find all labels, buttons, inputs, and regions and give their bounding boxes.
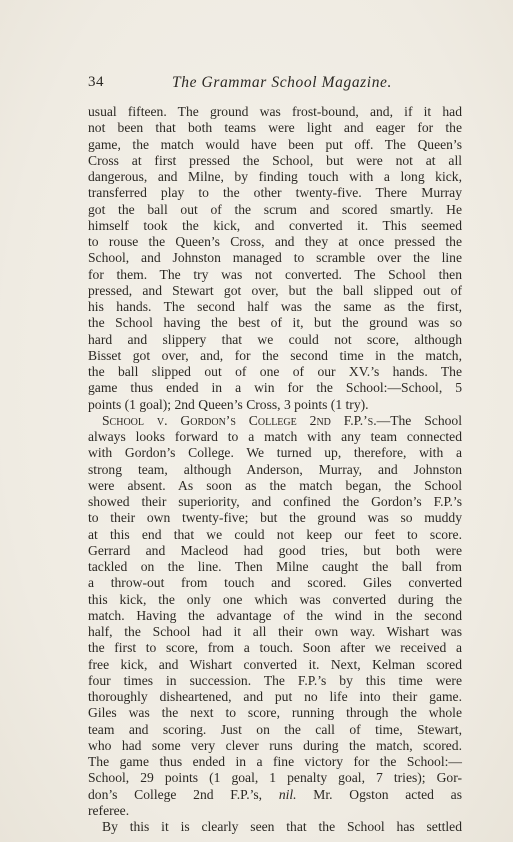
text-line: School, and Johnston managed to scramble over the line xyxy=(88,250,462,266)
text-line: By this it is clearly seen that the School has settled xyxy=(102,819,462,834)
text-line: his hands. The second half was the same as the first, xyxy=(88,299,462,314)
text-line: usual fifteen. The ground was frost-bound, and, if it had xyxy=(88,104,462,119)
text-line xyxy=(88,413,462,429)
text-line: the ball slipped out of one of our XV.’s hands. The xyxy=(88,364,462,379)
text-line xyxy=(88,787,462,803)
text-line: this kick, the only one which was converted during the xyxy=(88,591,462,607)
text-line: always looks forward to a match with any team connected xyxy=(88,429,462,444)
text-line: at this end that we could not keep our feet to score. xyxy=(88,526,462,542)
page-header xyxy=(88,74,463,94)
text-line: The game thus ended in a fine victory for the School:— xyxy=(88,754,462,769)
text-line: dangerous, and Milne, by finding touch with a long kick, xyxy=(88,169,462,184)
text-line: referee. xyxy=(88,802,130,818)
text-line: hard and slippery that we could not score, although xyxy=(88,331,462,347)
text-line: team and scoring. Just on the call of time, Stewart, xyxy=(88,721,462,737)
text-line: tackled on the line. Then Milne caught the ball from xyxy=(88,559,462,574)
text-line: match. Having the advantage of the wind in the second xyxy=(88,607,462,623)
text-line: free kick, and Wishart converted it. Next, Kelman scored xyxy=(88,656,462,672)
section-heading: School v. Gordon’s College 2nd F.P.’s. xyxy=(102,412,377,428)
page-number: 34 xyxy=(88,74,104,90)
text-line: four times in succession. The F.P.’s by this time were xyxy=(88,672,462,688)
text-line: who had some very clever runs during the match, scored. xyxy=(88,737,462,753)
text-line: transferred play to the other twenty-five. There Murray xyxy=(88,185,462,201)
text-line: pressed, and Stewart got over, but the ball slipped out of xyxy=(88,282,462,298)
article-body xyxy=(88,104,462,835)
text-line: points (1 goal); 2nd Queen’s Cross, 3 points (1 try). xyxy=(88,396,369,412)
text-line: got the ball out of the scrum and scored smartly. He xyxy=(88,201,462,217)
paragraph-queens-cross-match xyxy=(88,104,462,413)
text-line: strong team, although Anderson, Murray, and Johnston xyxy=(88,461,462,477)
paragraph-conclusion xyxy=(88,819,462,835)
text-line: Giles was the next to score, running through the whole xyxy=(88,705,462,721)
text-line: game, the match would have been put off. The Queen’s xyxy=(88,136,462,152)
score-text: don’s College 2nd F.P.’s, xyxy=(88,786,263,802)
heading-continuation: —The School xyxy=(376,412,463,428)
referee-text: Mr. Ogston acted as xyxy=(313,786,462,802)
text-line: for them. The try was not converted. The School then xyxy=(88,266,462,282)
text-line: to their own twenty-five; but the ground was so muddy xyxy=(88,510,462,526)
text-line: Bisset got over, and, for the second time in the match, xyxy=(88,347,462,363)
text-line: not been that both teams were light and eager for the xyxy=(88,120,462,136)
text-line: showed their superiority, and confined the Gordon’s F.P.’s xyxy=(88,494,462,509)
text-line: game thus ended in a win for the School:—School, 5 xyxy=(88,380,462,396)
text-line: himself took the kick, and converted it. This seemed xyxy=(88,217,462,233)
text-line: School, 29 points (1 goal, 1 penalty goal, 7 tries); Gor- xyxy=(88,770,462,786)
running-title: The Grammar School Magazine. xyxy=(172,74,393,91)
nil-score: nil. xyxy=(278,786,297,802)
text-line: were absent. As soon as the match began, the School xyxy=(88,477,462,493)
text-line: Cross at first pressed the School, but were not at all xyxy=(88,152,462,168)
text-line: a throw-out from touch and scored. Giles converted xyxy=(88,575,462,591)
text-line: with Gordon’s College. We turned up, therefore, with a xyxy=(88,445,462,461)
text-line: thoroughly disheartened, and put no life into their game. xyxy=(88,689,462,704)
text-line: the School having the best of it, but the ground was so xyxy=(88,315,462,331)
text-line: half, the School had it all their own way. Wishart was xyxy=(88,624,462,639)
text-line: the first to score, from a touch. Soon after we received a xyxy=(88,640,462,656)
text-line: to rouse the Queen’s Cross, and they at once pressed the xyxy=(88,234,462,249)
paragraph-gordons-college-match xyxy=(88,413,462,819)
text-line: Gerrard and Macleod had good tries, but both were xyxy=(88,542,462,558)
